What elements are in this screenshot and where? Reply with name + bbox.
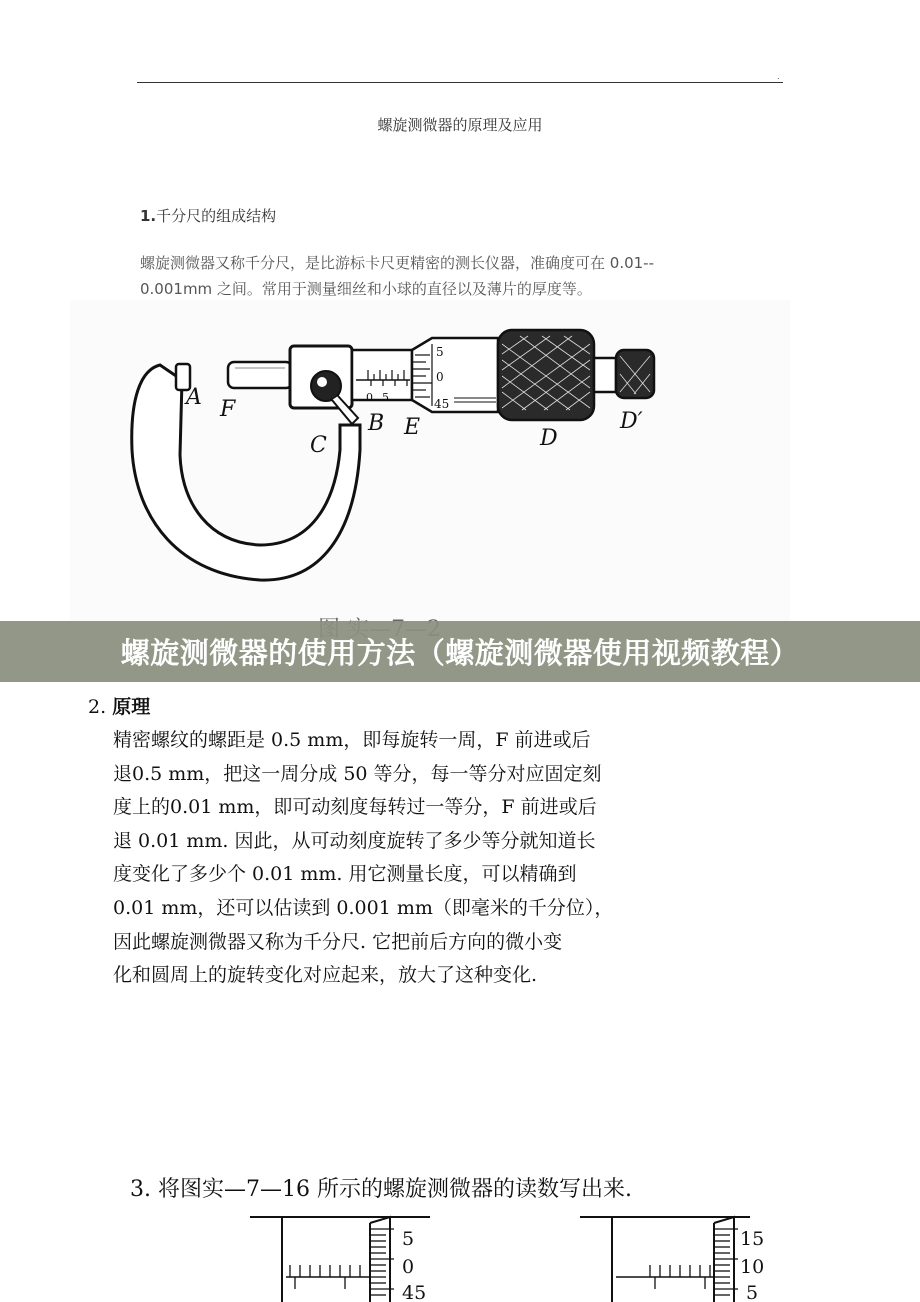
section1-number: 1. xyxy=(140,207,157,225)
section2-heading xyxy=(88,692,150,719)
gauge-left xyxy=(250,1217,430,1302)
reading-gauges xyxy=(230,1205,790,1302)
gauge-left-mark: 0 xyxy=(402,1256,415,1278)
label-D-prime: D′ xyxy=(620,409,643,434)
section2-title: 原理 xyxy=(112,696,151,718)
gauge-right-mark: 5 xyxy=(746,1282,759,1302)
section1-line: 螺旋测微器又称千分尺，是比游标卡尺更精密的测长仪器，准确度可在 0.01-- xyxy=(140,254,654,272)
thimble xyxy=(412,338,498,412)
section2-line: 度上的0.01 mm，即可动刻度每转过一等分，F 前进或后 xyxy=(113,796,597,819)
gauge-right xyxy=(580,1217,764,1302)
thimble-mark-5: 5 xyxy=(436,345,444,359)
label-C: C xyxy=(310,433,327,458)
gauge-right-mark: 10 xyxy=(740,1256,765,1278)
section2-body xyxy=(113,724,763,993)
section1-body xyxy=(140,250,790,302)
gauge-left-mark: 45 xyxy=(402,1282,427,1302)
document-title: 螺旋测微器的原理及应用 xyxy=(377,116,543,134)
lock-knob xyxy=(311,371,341,401)
section2-line: 化和圆周上的旋转变化对应起来，放大了这种变化. xyxy=(113,964,538,987)
thimble-mark-45: 45 xyxy=(434,397,450,411)
sleeve-mark-five: 5 xyxy=(382,391,389,404)
section2-line: 退0.5 mm，把这一周分成 50 等分，每一等分对应固定刻 xyxy=(113,762,602,785)
section2-line: 度变化了多少个 0.01 mm. 用它测量长度，可以精确到 xyxy=(113,863,577,886)
sleeve-mark-zero: 0 xyxy=(366,391,373,404)
section2-line: 退 0.01 mm. 因此，从可动刻度旋转了多少等分就知道长 xyxy=(113,829,596,852)
section2-number: 2. xyxy=(88,696,107,718)
thimble-mark-0: 0 xyxy=(436,370,444,384)
gauge-left-mark: 5 xyxy=(402,1228,415,1250)
banner-title: 螺旋测微器的使用方法（螺旋测微器使用视频教程） xyxy=(120,636,800,670)
spindle xyxy=(228,362,292,388)
ratchet-neck xyxy=(594,358,616,392)
gauge-right-mark: 15 xyxy=(740,1228,765,1250)
section2-line: 因此螺旋测微器又称为千分尺. 它把前后方向的微小变 xyxy=(113,930,563,953)
label-B: B xyxy=(368,411,385,436)
header-rule xyxy=(137,82,783,83)
title-banner xyxy=(0,621,920,682)
section3-heading: 3. 将图实—7—16 所示的螺旋测微器的读数写出来. xyxy=(130,1177,632,1202)
section1-line: 0.001mm 之间。常用于测量细丝和小球的直径以及薄片的厚度等。 xyxy=(140,280,592,298)
label-A: A xyxy=(186,385,202,410)
section2-line: 精密螺纹的螺距是 0.5 mm，即每旋转一周，F 前进或后 xyxy=(113,729,591,751)
section1-heading xyxy=(140,205,276,226)
section1-title: 千分尺的组成结构 xyxy=(156,207,277,225)
section2-line: 0.01 mm，还可以估读到 0.001 mm（即毫米的千分位）， xyxy=(113,896,614,919)
micrometer-figure xyxy=(70,300,790,640)
label-F: F xyxy=(220,397,236,422)
header-dot: . xyxy=(777,72,780,81)
label-E: E xyxy=(404,415,421,440)
label-D: D xyxy=(540,426,558,451)
knurled-barrel xyxy=(498,330,594,420)
